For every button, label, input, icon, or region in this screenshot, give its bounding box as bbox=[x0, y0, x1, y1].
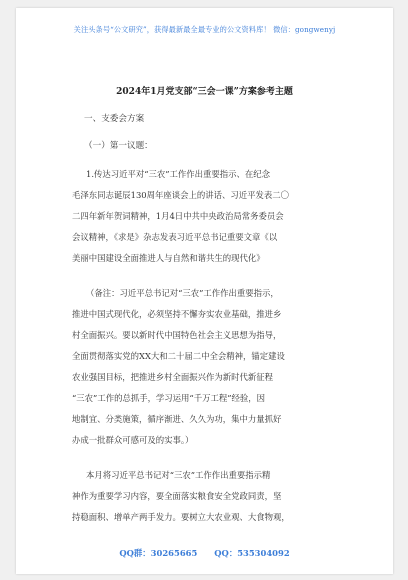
document-page bbox=[16, 8, 393, 574]
document-title: 2024年1月党支部“三会一课”方案参考主题 bbox=[116, 87, 293, 97]
paragraph-line: 会议精神，《求是》杂志发表习近平总书记重要文章《以 bbox=[72, 232, 278, 242]
paragraph-line: 1.传达习近平对“三农”工作作出重要指示、在纪念 bbox=[86, 169, 271, 179]
paragraph-line: “三农”工作的总抓手，学习运用“千万工程”经验，因 bbox=[72, 393, 265, 403]
paragraph-line: 美丽中国建设全面推进人与自然和谐共生的现代化》 bbox=[72, 253, 265, 263]
paragraph-line: 神作为重要学习内容，要全面落实粮食安全党政同责，坚 bbox=[72, 491, 282, 501]
qq-number: QQ：535304092 bbox=[214, 548, 290, 558]
paragraph-line: 办成一批群众可感可及的实事。） bbox=[72, 435, 194, 445]
paragraph-line: （备注：习近平总书记对“三农”工作作出重要指示， bbox=[86, 288, 279, 298]
paragraph-1 bbox=[72, 164, 368, 269]
subsection-heading: （一）第一议题： bbox=[84, 141, 153, 151]
contact-footer bbox=[16, 547, 393, 559]
paragraph-line: 全面贯彻落实党的XX大和二十届二中全会精神，锚定建设 bbox=[72, 351, 285, 361]
section-heading: 一、支委会方案 bbox=[84, 114, 145, 124]
paragraph-line: 毛泽东同志诞辰130周年座谈会上的讲话、习近平发表二〇 bbox=[72, 190, 289, 200]
header-note: 关注头条号“公文研究”，获得最新最全最专业的公文资料库！ 微信：gongwenyj bbox=[73, 25, 336, 34]
paragraph-3 bbox=[72, 465, 368, 528]
paragraph-line: 二四年新年贺词精神，1月4日中共中央政治局常务委员会 bbox=[72, 211, 284, 221]
paragraph-line: 持稳面积、增单产两手发力。要树立大农业观、大食物观， bbox=[72, 512, 290, 522]
paragraph-2 bbox=[72, 283, 368, 451]
paragraph-line: 村全面振兴。要以新时代中国特色社会主义思想为指导， bbox=[72, 330, 282, 340]
paragraph-line: 地制宜、分类施策，循序渐进、久久为功，集中力量抓好 bbox=[72, 414, 282, 424]
paragraph-line: 农业强国目标，把推进乡村全面振兴作为新时代新征程 bbox=[72, 372, 273, 382]
qq-group-number: QQ群：30265665 bbox=[119, 548, 198, 558]
paragraph-line: 推进中国式现代化，必须坚持不懈夯实农业基础，推进乡 bbox=[72, 309, 282, 319]
paragraph-line: 本月将习近平总书记对“三农”工作作出重要指示精 bbox=[86, 470, 271, 480]
